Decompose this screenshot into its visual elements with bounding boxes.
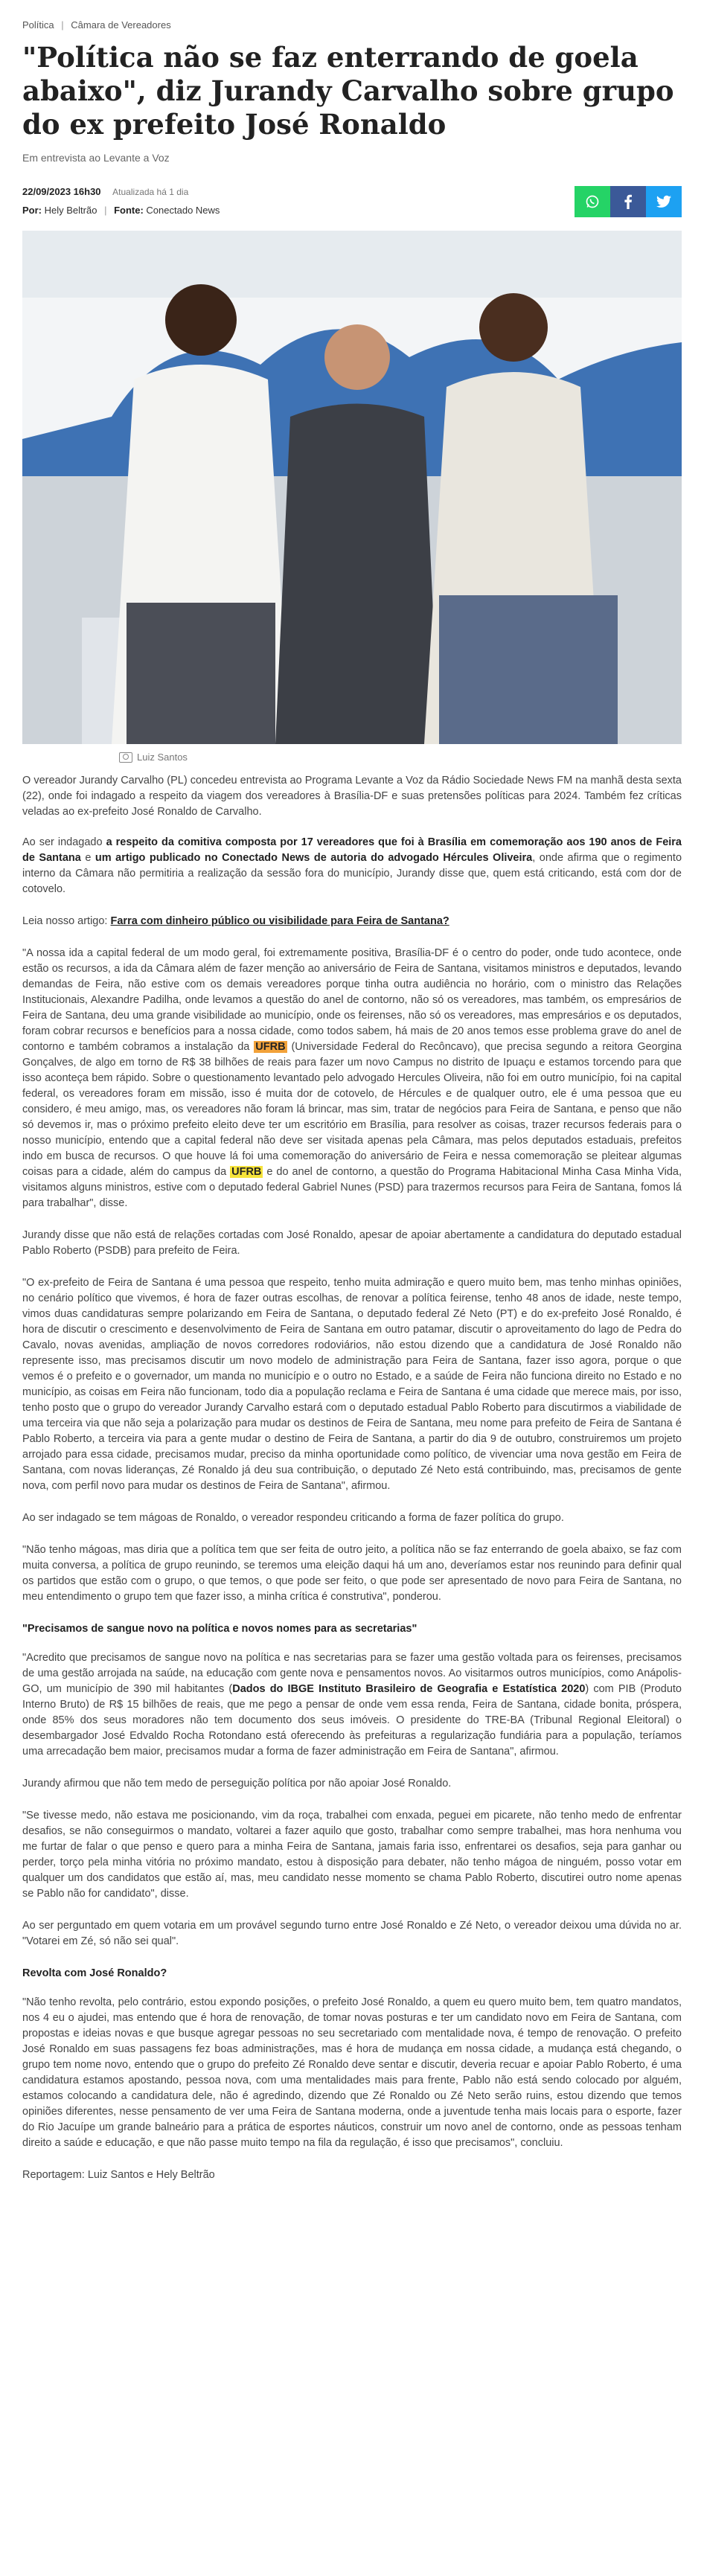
bold-span: Dados do IBGE Instituto Brasileiro de Geografia e Estatística 2020 (232, 1683, 586, 1695)
breadcrumb (22, 19, 682, 31)
bold-span: a respeito da comitiva composta por 17 vereadores que foi à Brasília em comemoração aos 190 anos de Feira de Santana (22, 836, 682, 864)
article-paragraph (22, 1650, 682, 1760)
text-span: e (80, 852, 95, 864)
breadcrumb-separator: | (61, 19, 64, 31)
page-title: "Política não se faz enterrando de goela abaixo", diz Jurandy Carvalho sobre grupo do ex prefeito José Ronaldo (22, 41, 674, 141)
article-paragraph: "Se tivesse medo, não estava me posicionando, vim da roça, trabalhei com enxada, peguei em picarete, não tenho medo de enfrentar desafios, se não conseguirmos o mandato, voltarei a fazer aquilo que gosto, trabalhar como sempre trabalhei, mas hora nenhuma vou me furtar de falar o que penso e quero para a minha Feira de Santana, jamais faria isso, enfrentarei os desafios, seja para ganhar ou perder, torço pela minha vitória no próximo mandato, estou à disposição para debater, não tenho mágoa de ninguém, posso votar em qualquer um dos candidatos que estão aí, mas, meu candidato nesse momento se chama Pablo Roberto, discutirei outro nome apenas se Pablo não for candidato", disse. (22, 1810, 682, 1900)
article-paragraph: Ao ser perguntado em quem votaria em um provável segundo turno entre José Ronaldo e Zé Neto, o vereador deixou uma dúvida no ar. "Votarei em Zé, só não sei qual". (22, 1920, 682, 1947)
meta-separator: | (104, 205, 107, 216)
article-page (22, 0, 682, 2222)
article-paragraph (22, 946, 682, 1211)
source-label: Fonte: (114, 205, 144, 216)
text-span: e do anel de contorno, a questão do Programa Habitacional Minha Casa Minha Vida, visitamos alguns ministros, estive com o deputado federal Gabriel Nunes (PSD) para trazermos recursos para Feira de Santana, fomos lá para trabalhar", disse. (22, 1166, 682, 1209)
text-span: Leia nosso artigo: (22, 915, 111, 927)
photo-illustration (22, 231, 682, 744)
article-paragraph: "Não tenho mágoas, mas diria que a política tem que ser feita de outro jeito, a política não se faz enterrando de goela abaixo, se faz com muita conversa, a política de grupo reunindo, se teremos uma eleição daqui há um ano, deveríamos estar nos reunindo para definir qual os partidos que estão com o grupo, o que temos, o que pode ser feito, o que pode ser apresentado de novo para Feira de Santana, no meu entendimento o grupo tem que fazer isso, a minha crítica é construtiva", ponderou. (22, 1544, 682, 1603)
article-meta (22, 186, 682, 217)
article-paragraph: "Não tenho revolta, pelo contrário, estou expondo posições, o prefeito José Ronaldo, a quem eu quero muito bem, tem quatro mandatos, nos 4 eu o ajudei, mas entendo que é hora de renovação, de tomar novas posturas e ter um candidato novo em Feira de Santana, com propostas e ideias novas e que busque agregar pessoas no seu secretariado com mentalidade nova, é tempo de renovação. O prefeito José Ronaldo em suas passagens fez boas administrações, mas é hora de mudança em nossa cidade, a mudança está chegando, o grupo tem nome novo, entendo que o grupo do prefeito Zé Ronaldo deve sentar e discutir, deveria recuar e apoiar Pablo Roberto, é uma candidatura estamos apostando, pessoa nova, com uma mentalidades mais para frente, Pablo não está sendo colocado por alguém, estamos colocando a candidatura dele, não é agredindo, dizendo que Zé Ronaldo ou Zé Neto serão ruins, estou dizendo que temos opiniões diferentes, nesse pensamento de ver uma Feira de Santana moderna, onde a juventude tenha mais locais para o esporte, fazer do Rio Jacuípe um grande balneário para a prática de esportes náuticos, construir um novo anel de contorno, onde as pessoas tenham direito a saúde e educação, e que não passe muito tempo na fila da regulação, é isso que precisamos", concluiu. (22, 1996, 682, 2149)
camera-icon (119, 752, 132, 763)
article-paragraph: "O ex-prefeito de Feira de Santana é uma pessoa que respeito, tenho muita admiração e quero muito bem, mas tenho minhas opiniões, no cenário político que vivemos, é hora de fazer outras escolhas, de renovar a política feirense, tenho 48 anos de idade, neste tempo, vimos duas candidaturas sempre polarizando em Feira de Santana, o deputado federal Zé Neto (PT) e do ex-prefeito José Ronaldo, é hora de discutir o crescimento e desenvolvimento de Feira de Santana em outro patamar, discutir o aproveitamento do lago de Pedra do Cavalo, novas avenidas, ampliação de novos corredores rodoviários, não estou dizendo que a candidatura de José Ronaldo não represente isso, mas precisamos discutir um novo modelo de administração para Feira de Santana, fazer isso agora, porque o que vemos é o prefeito e o governador, um manda no município e o outro no Estado, e a saúde de Feira não funciona direito no Estado e no município, as coisas em Feira não funcionam, todo dia a população reclama e Feira de Santana é uma cidade que merece mais, por isso, tenho posto que o grupo do vereador Jurandy Carvalho estará com o deputado estadual Pablo Roberto para discutirmos a viabilidade de uma terceira via que não seja a polarização para mudar os destinos de Feira de Santana, meu nome para prefeito de Feira de Santana é Pablo Roberto, a terceira via para a gente mudar o destino de Feira de Santana, a partir do dia 9 de outubro, construiremos um projeto arrojado para essa cidade, precisamos mudar, preciso da minha oportunidade como político, de vivenciar uma nova gestão em Feira de Santana, com novas lideranças, Zé Ronaldo já deu sua contribuição, o deputado Zé Neto está contribuindo, mas, precisamos de gente nova, com perfil novo para mudar os destinos de Feira de Santana", afirmou. (22, 1277, 682, 1492)
share-twitter-button[interactable] (646, 186, 682, 217)
text-span: Ao ser indagado (22, 836, 106, 848)
related-article-link[interactable]: Farra com dinheiro público ou visibilidade para Feira de Santana? (110, 915, 449, 927)
bold-span: um artigo publicado no Conectado News de autoria do advogado Hércules Oliveira (95, 852, 533, 864)
text-span: ) com PIB (Produto Interno Bruto) de R$ 15 bilhões de reais, que me pego a pensar de onde vem essa renda, Feira de Santana, cidade bonita, próspera, onde 85% dos seus moradores não tem documento dos seus imóveis. O presidente do TRE-BA (Tribunal Regional Eleitoral) o desembargador José Edvaldo Rocha Rotondano está oferecendo às prefeituras a regularização fundiária para a população, teríamos uma arrecadação bem maior, precisamos mudar a forma de fazer administração em Feira de Santana", afirmou. (22, 1683, 682, 1758)
section-heading: Revolta com José Ronaldo? (22, 1967, 167, 1979)
text-span: (Universidade Federal do Recôncavo), que precisa segundo a reitora Georgina Gonçalves, de algo em torno de R$ 38 bilhões de reais para fazer um novo Campus no distrito de Ipuaçu e estamos torcendo para que isso aconteça bem rápido. Sobre o questionamento levantado pelo advogado Hercules Oliveira, não foi em outro município, foi na capital federal, os vereadores foram em missão, isso é muita dor de cotovelo, de Hércules e de qualquer outro, ele é uma pessoa que eu considero, é meu amigo, mas, os vereadores não foram lá brincar, mas sim, tratar de negócios para Feira de Santana, e penso que não só devemos ir, mas o próximo prefeito eleito deve ter um escritório em Brasília, para resolver as coisas, trazer recursos federais para o nosso município, entendo que a capital federal não deve ser visitada apenas pela Câmara, mas pelos deputados estaduais, prefeitos indo em busca de recursos. O que houve lá foi uma comemoração do aniversário de Feira e nessa comemoração se pleitear algumas coisas para a cidade, além do campus da (22, 1041, 682, 1178)
article-paragraph (22, 835, 682, 897)
twitter-icon (656, 195, 671, 208)
author-name: Hely Beltrão (44, 205, 97, 216)
breadcrumb-politica[interactable]: Política (22, 19, 54, 31)
meta-info (22, 186, 220, 216)
article-body (22, 773, 682, 2183)
updated-time: Atualizada há 1 dia (112, 187, 189, 197)
publish-date: 22/09/2023 16h30 (22, 186, 101, 197)
article-paragraph (22, 914, 682, 929)
article-photo (22, 231, 682, 744)
article-footer: Reportagem: Luiz Santos e Hely Beltrão (22, 2169, 215, 2181)
text-span: "Acredito que precisamos de sangue novo na política e nas secretarias para se fazer uma gestão voltada para os feirenses, precisamos de uma gestão arrojada na saúde, na educação com gente nova e pensamentos novos. Ao visitarmos outros municípios, como Anápolis-GO, um município de 390 mil habitantes ( (22, 1652, 682, 1695)
share-facebook-button[interactable] (610, 186, 646, 217)
highlight-ufrb[interactable]: UFRB (231, 1166, 262, 1178)
page-subtitle: Em entrevista ao Levante a Voz (22, 152, 170, 164)
share-whatsapp-button[interactable] (575, 186, 610, 217)
whatsapp-icon (585, 194, 600, 209)
photo-caption (22, 752, 682, 763)
meta-date-row (22, 186, 220, 197)
meta-author-row (22, 205, 220, 216)
article-paragraph: Jurandy afirmou que não tem medo de perseguição política por não apoiar José Ronaldo. (22, 1778, 452, 1790)
article-paragraph: Ao ser indagado se tem mágoas de Ronaldo, o vereador respondeu criticando a forma de fazer política do grupo. (22, 1512, 564, 1524)
author-label: Por: (22, 205, 42, 216)
section-heading: "Precisamos de sangue novo na política e novos nomes para as secretarias" (22, 1623, 417, 1635)
share-buttons (575, 186, 682, 217)
facebook-icon (623, 194, 633, 209)
text-span: , onde afirma que o regimento interno da Câmara não permitiria a realização da sessão fora do município, Jurandy disse que, quem está criticando, está com dor de cotovelo. (22, 852, 682, 895)
article-paragraph: Jurandy disse que não está de relações cortadas com José Ronaldo, apesar de apoiar abertamente a candidatura do deputado estadual Pablo Roberto (PSDB) para prefeito de Feira. (22, 1229, 682, 1257)
highlight-ufrb[interactable]: UFRB (255, 1041, 286, 1053)
photo-credit: Luiz Santos (137, 752, 188, 763)
breadcrumb-camara[interactable]: Câmara de Vereadores (71, 19, 171, 31)
article-paragraph: O vereador Jurandy Carvalho (PL) concedeu entrevista ao Programa Levante a Voz da Rádio Sociedade News FM na manhã desta sexta (22), onde foi indagado a respeito da viagem dos vereadores à Brasília-DF e suas pretensões políticas para 2024. Também fez críticas veladas ao ex-prefeito José Ronaldo de Carvalho. (22, 775, 682, 818)
source-name: Conectado News (146, 205, 220, 216)
text-span: "A nossa ida a capital federal de um modo geral, foi extremamente positiva, Brasília-DF é o centro do poder, onde tudo acontece, onde estão os recursos, a ida da Câmara além de fazer menção ao aniversário de Feira de Santana, visitamos ministros e deputados, levando demandas de Feira, não estive com os demais vereadores porque tinha outra audiência no horário, com o ministro das Relações Institucionais, Alexandre Padilha, onde levamos a questão do anel de contorno, não só os vereadores, mas também, os empresários de Feira de Santana, deu uma grande visibilidade ao município, onde os feirenses, não só os vereadores, mas empresários e os deputados, foram cobrar recursos e benefícios para a nossa cidade, como todos sabem, há mais de 20 anos temos esse problema grave do anel de contorno e também cobramos a instalação da (22, 947, 682, 1053)
